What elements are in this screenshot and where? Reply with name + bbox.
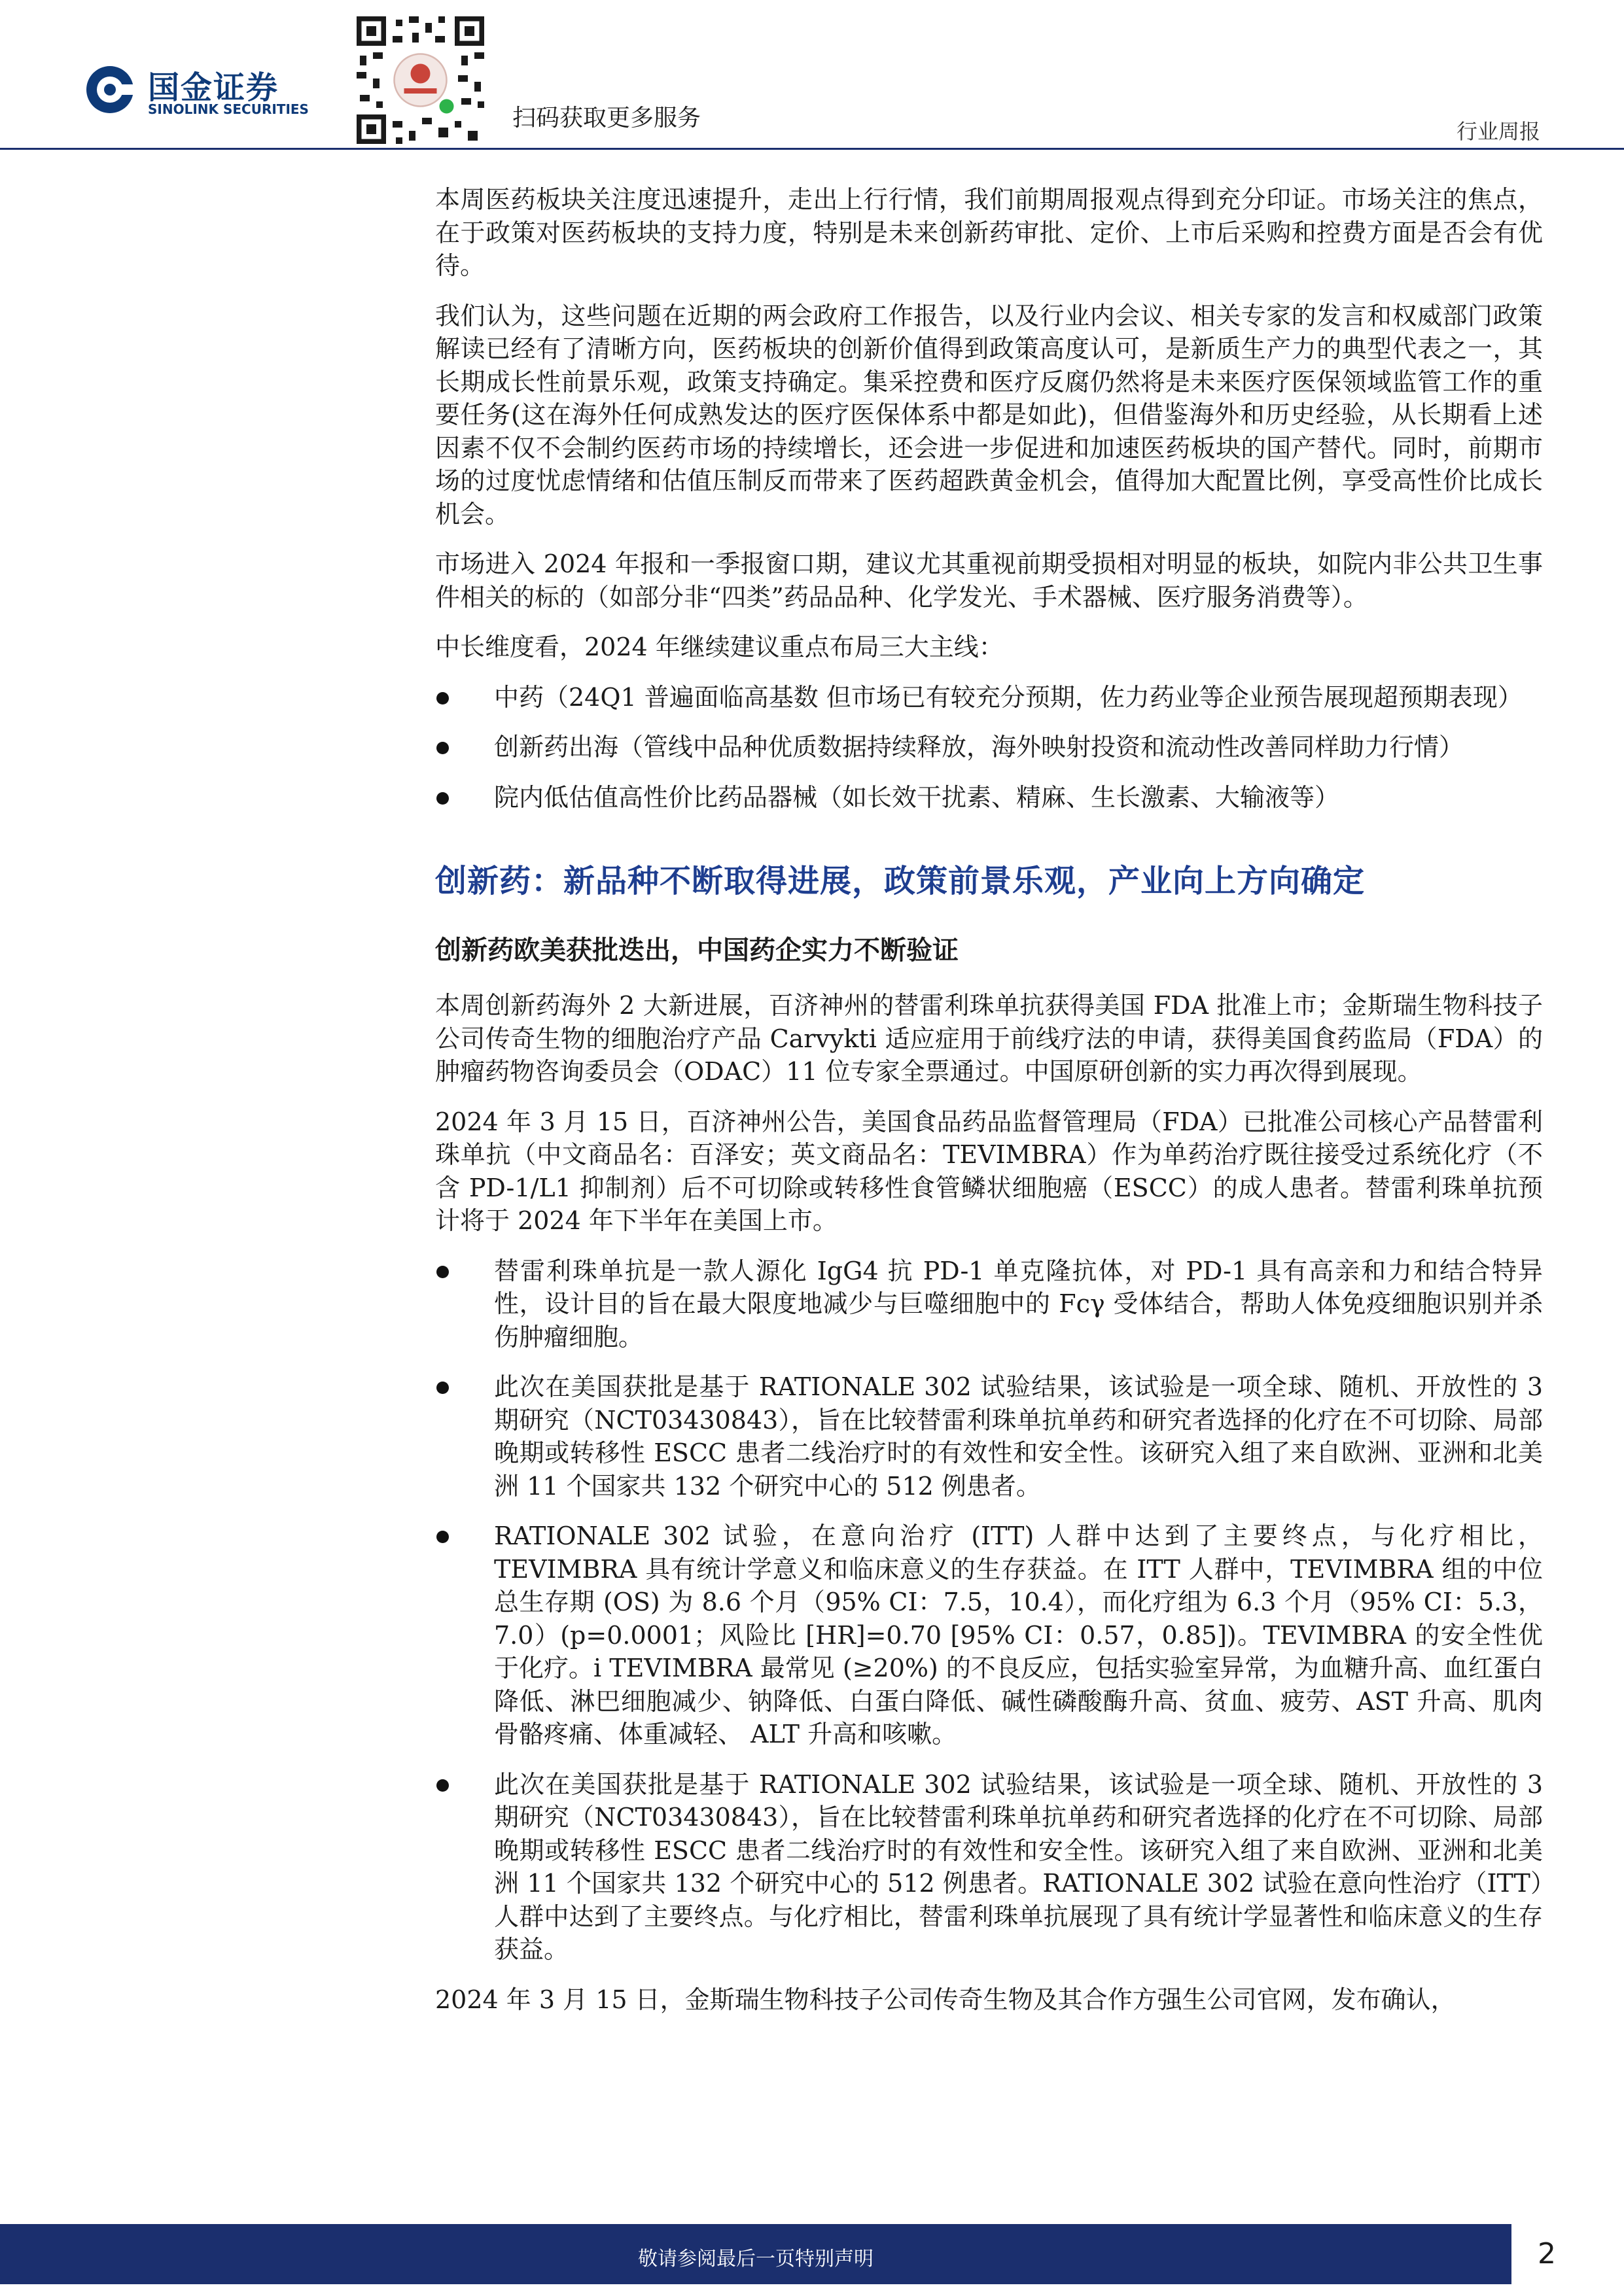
- section-paragraph: 2024 年 3 月 15 日，百济神州公告，美国食品药品监督管理局（FDA）已批准公司核心产品替雷利珠单抗（中文商品名：百泽安；英文商品名：TEVIMBRA）作为单药治疗既往接受过系统化疗（不含 PD-1/L1 抑制剂）后不可切除或转移性食管鳞状细胞癌（ESCC）的成人患者。替雷利珠单抗预计将于 2024 年下半年在美国上市。: [435, 1107, 1543, 1235]
- list-item: [435, 681, 1543, 714]
- list-item: [435, 1255, 1543, 1354]
- page-number: 2: [1538, 2237, 1556, 2270]
- section-subtitle: 创新药欧美获批迭出，中国药企实力不断验证: [435, 935, 959, 965]
- intro-paragraph: 本周医药板块关注度迅速提升，走出上行行情，我们前期周报观点得到充分印证。市场关注的焦点，在于政策对医药板块的支持力度，特别是未来创新药审批、定价、上市后采购和控费方面是否会有优待。: [435, 185, 1543, 280]
- logo-cn-text: 国金证券: [148, 69, 279, 106]
- bullet-icon: [436, 1779, 449, 1792]
- intro-paragraph: 中长维度看，2024 年继续建议重点布局三大主线：: [435, 633, 1004, 661]
- list-item-text: 此次在美国获批是基于 RATIONALE 302 试验结果，该试验是一项全球、随机、开放性的 3 期研究（NCT03430843），旨在比较替雷利珠单抗单药和研究者选择的化疗在不可切除、局部晚期或转移性 ESCC 患者二线治疗时的有效性和安全性。该研究入组了来自欧洲、亚洲和北美洲 11 个国家共 132 个研究中心的 512 例患者。RATIONALE 302 试验在意向性治疗（ITT）人群中达到了主要终点。与化疗相比，替雷利珠单抗展现了具有统计学显著性和临床意义的生存获益。: [494, 1769, 1543, 1964]
- list-item-text: 创新药出海（管线中品种优质数据持续释放，海外映射投资和流动性改善同样助力行情）: [494, 733, 1464, 761]
- bullet-icon: [436, 742, 449, 754]
- approval-details-list: [435, 1255, 1543, 1966]
- page-header: [0, 0, 1624, 150]
- section-paragraph: 本周创新药海外 2 大新进展，百济神州的替雷利珠单抗获得美国 FDA 批准上市；金斯瑞生物科技子公司传奇生物的细胞治疗产品 Carvykti 适应症用于前线疗法的申请，获得美国食药监局（FDA）的肿瘤药物咨询委员会（ODAC）11 位专家全票通过。中国原研创新的实力再次得到展现。: [435, 991, 1544, 1086]
- footer-disclaimer: 敬请参阅最后一页特别声明: [638, 2248, 874, 2270]
- header-divider: [0, 148, 1624, 150]
- section-title: 创新药：新品种不断取得进展，政策前景乐观，产业向上方向确定: [435, 863, 1366, 899]
- bullet-icon: [436, 1266, 449, 1278]
- list-item-text: 此次在美国获批是基于 RATIONALE 302 试验结果，该试验是一项全球、随机、开放性的 3 期研究（NCT03430843），旨在比较替雷利珠单抗单药和研究者选择的化疗在不可切除、局部晚期或转移性 ESCC 患者二线治疗时的有效性和安全性。该研究入组了来自欧洲、亚洲和北美洲 11 个国家共 132 个研究中心的 512 例患者。: [494, 1372, 1543, 1501]
- intro-paragraph: 我们认为，这些问题在近期的两会政府工作报告，以及行业内会议、相关专家的发言和权威部门政策解读已经有了清晰方向，医药板块的创新价值得到政策高度认可，是新质生产力的典型代表之一，其长期成长性前景乐观，政策支持确定。集采控费和医疗反腐仍然将是未来医疗医保领域监管工作的重要任务(这在海外任何成熟发达的医疗医保体系中都是如此)，但借鉴海外和历史经验，从长期看上述因素不仅不会制约医药市场的持续增长，还会进一步促进和加速医药板块的国产替代。同时，前期市场的过度忧虑情绪和估值压制反而带来了医药超跌黄金机会，值得加大配置比例，享受高性价比成长机会。: [435, 301, 1543, 529]
- report-body: [435, 183, 1543, 2033]
- company-logo: [85, 62, 321, 121]
- logo-en-text: SINOLINK SECURITIES: [148, 101, 309, 117]
- logo-mark-icon: [85, 65, 135, 114]
- list-item: [435, 1520, 1543, 1751]
- bullet-icon: [436, 692, 449, 704]
- qr-caption: 扫码获取更多服务: [512, 105, 701, 131]
- list-item: [435, 731, 1543, 764]
- list-item-text: 替雷利珠单抗是一款人源化 IgG4 抗 PD-1 单克隆抗体，对 PD-1 具有高亲和力和结合特异性，设计目的旨在最大限度地减少与巨噬细胞中的 Fcγ 受体结合，帮助人体免疫细胞识别并杀伤肿瘤细胞。: [494, 1256, 1543, 1351]
- list-item: [435, 1768, 1543, 1966]
- intro-paragraph: 市场进入 2024 年报和一季报窗口期，建议尤其重视前期受损相对明显的板块，如院内非公共卫生事件相关的标的（如部分非“四类”药品品种、化学发光、手术器械、医疗服务消费等）。: [435, 549, 1543, 612]
- closing-paragraph: 2024 年 3 月 15 日，金斯瑞生物科技子公司传奇生物及其合作方强生公司官网，发布确认，: [435, 1985, 1456, 2014]
- list-item-text: 院内低估值高性价比药品器械（如长效干扰素、精麻、生长激素、大输液等）: [494, 782, 1340, 812]
- qr-code-icon[interactable]: [353, 13, 487, 147]
- bullet-icon: [436, 1531, 449, 1543]
- list-item: [435, 781, 1543, 814]
- bullet-icon: [436, 1382, 449, 1394]
- bullet-icon: [436, 792, 449, 805]
- list-item-text: 中药（24Q1 普遍面临高基数 但市场已有较充分预期，佐力药业等企业预告展现超预期表现）: [494, 682, 1523, 712]
- report-type-label: 行业周报: [1456, 119, 1540, 144]
- footer-bar: [0, 2224, 1511, 2284]
- list-item: [435, 1370, 1543, 1503]
- list-item-text: RATIONALE 302 试验，在意向治疗 (ITT) 人群中达到了主要终点，与化疗相比，TEVIMBRA 具有统计学意义和临床意义的生存获益。在 ITT 人群中，TEVIMBRA 组的中位总生存期 (OS) 为 8.6 个月（95% CI：7.5，10.4），而化疗组为 6.3 个月（95% CI：5.3，7.0）(p=0.0001；风险比 [HR]=0.70 [95% CI：0.57，0.85])。TEVIMBRA 的安全性优于化疗。i TEVIMBRA 最常见 (≥20%) 的不良反应，包括实验室异常，为血糖升高、血红蛋白降低、淋巴细胞减少、钠降低、白蛋白降低、碱性磷酸酶升高、贫血、疲劳、AST 升高、肌肉骨骼疼痛、体重减轻、 ALT 升高和咳嗽。: [494, 1522, 1543, 1748]
- main-lines-list: [435, 681, 1543, 814]
